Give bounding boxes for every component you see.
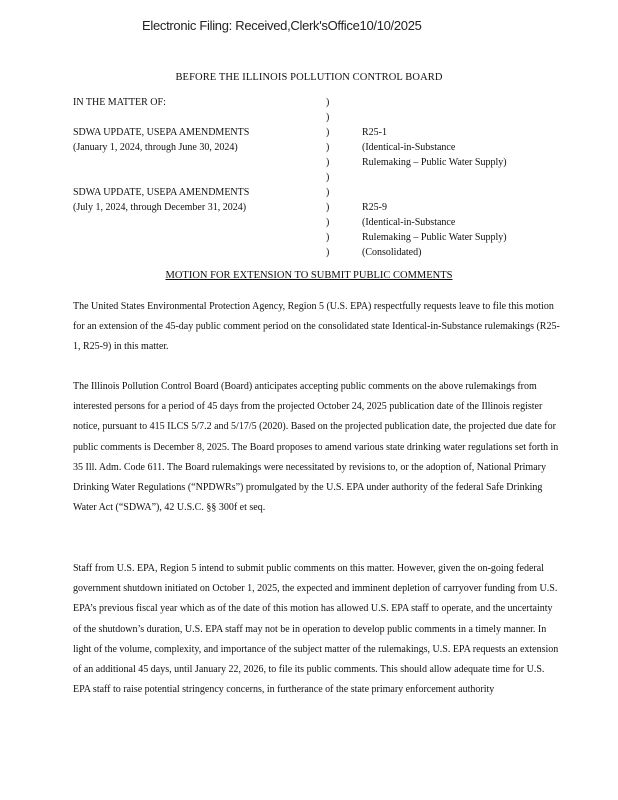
caption-row	[73, 170, 553, 185]
caption-row	[73, 230, 553, 245]
caption-row	[73, 140, 553, 155]
caption-right: (Identical-in-Substance	[362, 142, 456, 153]
body-paragraph: The Illinois Pollution Control Board (Board) anticipates accepting public comments on the above rulemakings from interested persons for a period of 45 days from the projected October 24, 2025 publication date of the Illinois register notice, pursuant to 415 ILCS 5/7.2 and 5/17/5 (2020). Based on the projected publication date, the projected due date for public comments is December 8, 2025. The Board proposes to amend various state drinking water regulations set forth in 35 Ill. Adm. Code 611. The Board rulemakings were necessitated by revisions to, or the adoption of, National Primary Drinking Water Regulations (“NPDWRs”) promulgated by the U.S. EPA under authority of the federal Safe Drinking Water Act (“SDWA”), 42 U.S.C. §§ 300f et seq.	[73, 381, 559, 514]
body-paragraph: The United States Environmental Protection Agency, Region 5 (U.S. EPA) respectfully requests leave to file this motion for an extension of the 45-day public comment period on the consolidated state Identical-in-Substance rulemakings (R25-1, R25-9) in this matter.	[73, 301, 560, 353]
motion-title: MOTION FOR EXTENSION TO SUBMIT PUBLIC COMMENTS	[165, 270, 453, 281]
caption-left	[73, 155, 326, 170]
caption-paren: )	[326, 232, 330, 243]
caption-row	[73, 245, 553, 260]
caption-left: SDWA UPDATE, USEPA AMENDMENTS	[73, 127, 250, 138]
docket-number: R25-9	[362, 202, 387, 213]
case-caption	[73, 95, 553, 260]
caption-paren: )	[326, 97, 330, 108]
caption-row	[73, 155, 553, 170]
caption-row	[73, 125, 553, 140]
caption-paren: )	[326, 172, 330, 183]
caption-row	[73, 95, 553, 110]
caption-left	[73, 110, 326, 125]
caption-left	[73, 170, 326, 185]
caption-paren: )	[326, 217, 330, 228]
caption-left: (July 1, 2024, through December 31, 2024)	[73, 202, 247, 213]
caption-paren: )	[326, 127, 330, 138]
caption-right: Rulemaking – Public Water Supply)	[362, 157, 507, 168]
caption-left: SDWA UPDATE, USEPA AMENDMENTS	[73, 187, 250, 198]
caption-right: (Identical-in-Substance	[362, 217, 456, 228]
caption-paren: )	[326, 157, 330, 168]
caption-left	[73, 245, 326, 260]
caption-paren: )	[326, 247, 330, 258]
caption-left	[73, 230, 326, 245]
caption-row	[73, 110, 553, 125]
caption-row	[73, 185, 553, 200]
caption-paren: )	[326, 202, 330, 213]
court-heading: BEFORE THE ILLINOIS POLLUTION CONTROL BOARD	[175, 72, 443, 83]
caption-paren: )	[326, 187, 330, 198]
caption-left	[73, 215, 326, 230]
docket-number: R25-1	[362, 127, 387, 138]
caption-left: IN THE MATTER OF:	[73, 97, 166, 108]
caption-paren: )	[326, 142, 330, 153]
caption-right: (Consolidated)	[362, 247, 422, 258]
caption-row	[73, 215, 553, 230]
filing-stamp: Electronic Filing: Received,Clerk'sOffice10/10/2025	[142, 18, 422, 33]
caption-row	[73, 200, 553, 215]
caption-left: (January 1, 2024, through June 30, 2024)	[73, 142, 238, 153]
body-paragraph: Staff from U.S. EPA, Region 5 intend to submit public comments on this matter. However, given the on-going federal government shutdown initiated on October 1, 2025, the expected and imminent depletion of carryover funding from U.S. EPA’s previous fiscal year which as of the date of this motion has allowed U.S. EPA staff to operate, and the uncertainty of the shutdown’s duration, U.S. EPA staff may not be in operation to develop public comments in a timely manner. In light of the volume, complexity, and importance of the subject matter of the rulemakings, U.S. EPA requests an extension of an additional 45 days, until January 22, 2026, to file its public comments. This should allow adequate time for U.S. EPA staff to raise potential stringency concerns, in furtherance of the state primary enforcement authority	[73, 563, 559, 696]
caption-paren: )	[326, 112, 330, 123]
caption-right: Rulemaking – Public Water Supply)	[362, 232, 507, 243]
